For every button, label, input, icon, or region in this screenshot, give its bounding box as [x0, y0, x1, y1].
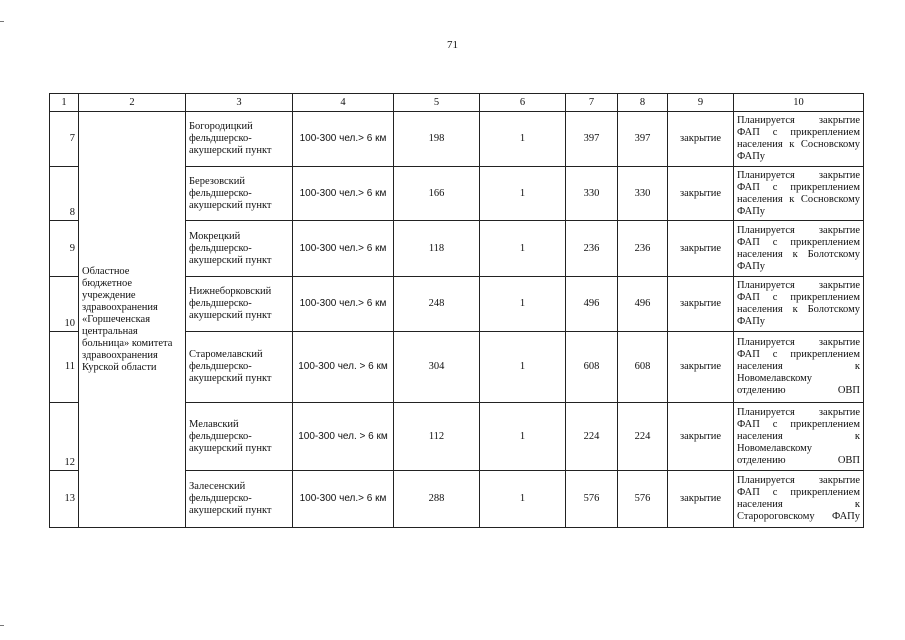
population-criterion: 100-300 чел.> 6 км — [293, 112, 394, 167]
scan-mark — [0, 625, 4, 626]
col-header-8: 8 — [618, 94, 668, 112]
col-header-5: 5 — [394, 94, 480, 112]
col7-value: 608 — [566, 332, 618, 403]
population-criterion: 100-300 чел.> 6 км — [293, 471, 394, 528]
organization-cell — [79, 112, 186, 528]
facility-name: Нижнеборковский фельдшерско-акушерский пункт — [186, 277, 293, 332]
col7-value: 576 — [566, 471, 618, 528]
note-text: Планируется закрытие ФАП с прикреплением населения к Сосновскому ФАПу — [734, 167, 864, 221]
col7-value: 224 — [566, 403, 618, 471]
col6-value: 1 — [480, 332, 566, 403]
row-number: 7 — [50, 112, 79, 167]
facility-name: Богородицкий фельдшерско-акушерский пункт — [186, 112, 293, 167]
note-text: Планируется закрытие ФАП с прикреплением населения к Старороговскому ФАПу — [734, 471, 864, 528]
col8-value: 236 — [618, 221, 668, 277]
col-header-10: 10 — [734, 94, 864, 112]
population-criterion: 100-300 чел. > 6 км — [293, 332, 394, 403]
col-header-4: 4 — [293, 94, 394, 112]
facility-name: Березовский фельдшерско-акушерский пункт — [186, 167, 293, 221]
col7-value: 330 — [566, 167, 618, 221]
col5-value: 166 — [394, 167, 480, 221]
col8-value: 608 — [618, 332, 668, 403]
row-number: 12 — [50, 403, 79, 471]
col5-value: 198 — [394, 112, 480, 167]
action-value: закрытие — [668, 221, 734, 277]
scan-mark — [0, 21, 4, 22]
action-value: закрытие — [668, 471, 734, 528]
page-number: 71 — [447, 39, 458, 51]
col5-value: 288 — [394, 471, 480, 528]
population-criterion: 100-300 чел.> 6 км — [293, 221, 394, 277]
facility-name: Старомелавский фельдшерско-акушерский пункт — [186, 332, 293, 403]
col8-value: 496 — [618, 277, 668, 332]
col-header-3: 3 — [186, 94, 293, 112]
col5-value: 304 — [394, 332, 480, 403]
col7-value: 496 — [566, 277, 618, 332]
row-number: 9 — [50, 221, 79, 277]
action-value: закрытие — [668, 112, 734, 167]
header-row — [50, 94, 864, 112]
row-number: 10 — [50, 277, 79, 332]
col5-value: 248 — [394, 277, 480, 332]
col6-value: 1 — [480, 403, 566, 471]
col-header-9: 9 — [668, 94, 734, 112]
col8-value: 397 — [618, 112, 668, 167]
col8-value: 330 — [618, 167, 668, 221]
row-number: 11 — [50, 332, 79, 403]
note-text: Планируется закрытие ФАП с прикреплением населения к Болотскому ФАПу — [734, 221, 864, 277]
table-row — [50, 112, 864, 167]
col-header-2: 2 — [79, 94, 186, 112]
col6-value: 1 — [480, 112, 566, 167]
col6-value: 1 — [480, 471, 566, 528]
note-text: Планируется закрытие ФАП с прикреплением населения к Новомелавскому отделению ОВП — [734, 403, 864, 471]
action-value: закрытие — [668, 167, 734, 221]
col8-value: 224 — [618, 403, 668, 471]
col5-value: 112 — [394, 403, 480, 471]
row-number: 8 — [50, 167, 79, 221]
note-text: Планируется закрытие ФАП с прикреплением населения к Новомелавскому отделению ОВП — [734, 332, 864, 403]
row-number: 13 — [50, 471, 79, 528]
col-header-1: 1 — [50, 94, 79, 112]
col-header-6: 6 — [480, 94, 566, 112]
action-value: закрытие — [668, 277, 734, 332]
note-text: Планируется закрытие ФАП с прикреплением населения к Сосновскому ФАПу — [734, 112, 864, 167]
col6-value: 1 — [480, 221, 566, 277]
population-criterion: 100-300 чел. > 6 км — [293, 403, 394, 471]
col5-value: 118 — [394, 221, 480, 277]
col-header-7: 7 — [566, 94, 618, 112]
facility-table — [49, 93, 864, 528]
organization-name: Областное бюджетное учреждение здравоохранения «Горшеченская центральная больница» комитета здравоохранения Курской области — [82, 266, 173, 373]
col6-value: 1 — [480, 167, 566, 221]
col6-value: 1 — [480, 277, 566, 332]
col7-value: 236 — [566, 221, 618, 277]
facility-name: Мокрецкий фельдшерско-акушерский пункт — [186, 221, 293, 277]
population-criterion: 100-300 чел.> 6 км — [293, 167, 394, 221]
facility-name: Залесенский фельдшерско-акушерский пункт — [186, 471, 293, 528]
population-criterion: 100-300 чел.> 6 км — [293, 277, 394, 332]
facility-name: Мелавский фельдшерско-акушерский пункт — [186, 403, 293, 471]
col8-value: 576 — [618, 471, 668, 528]
col7-value: 397 — [566, 112, 618, 167]
action-value: закрытие — [668, 332, 734, 403]
note-text: Планируется закрытие ФАП с прикреплением населения к Болотскому ФАПу — [734, 277, 864, 332]
action-value: закрытие — [668, 403, 734, 471]
